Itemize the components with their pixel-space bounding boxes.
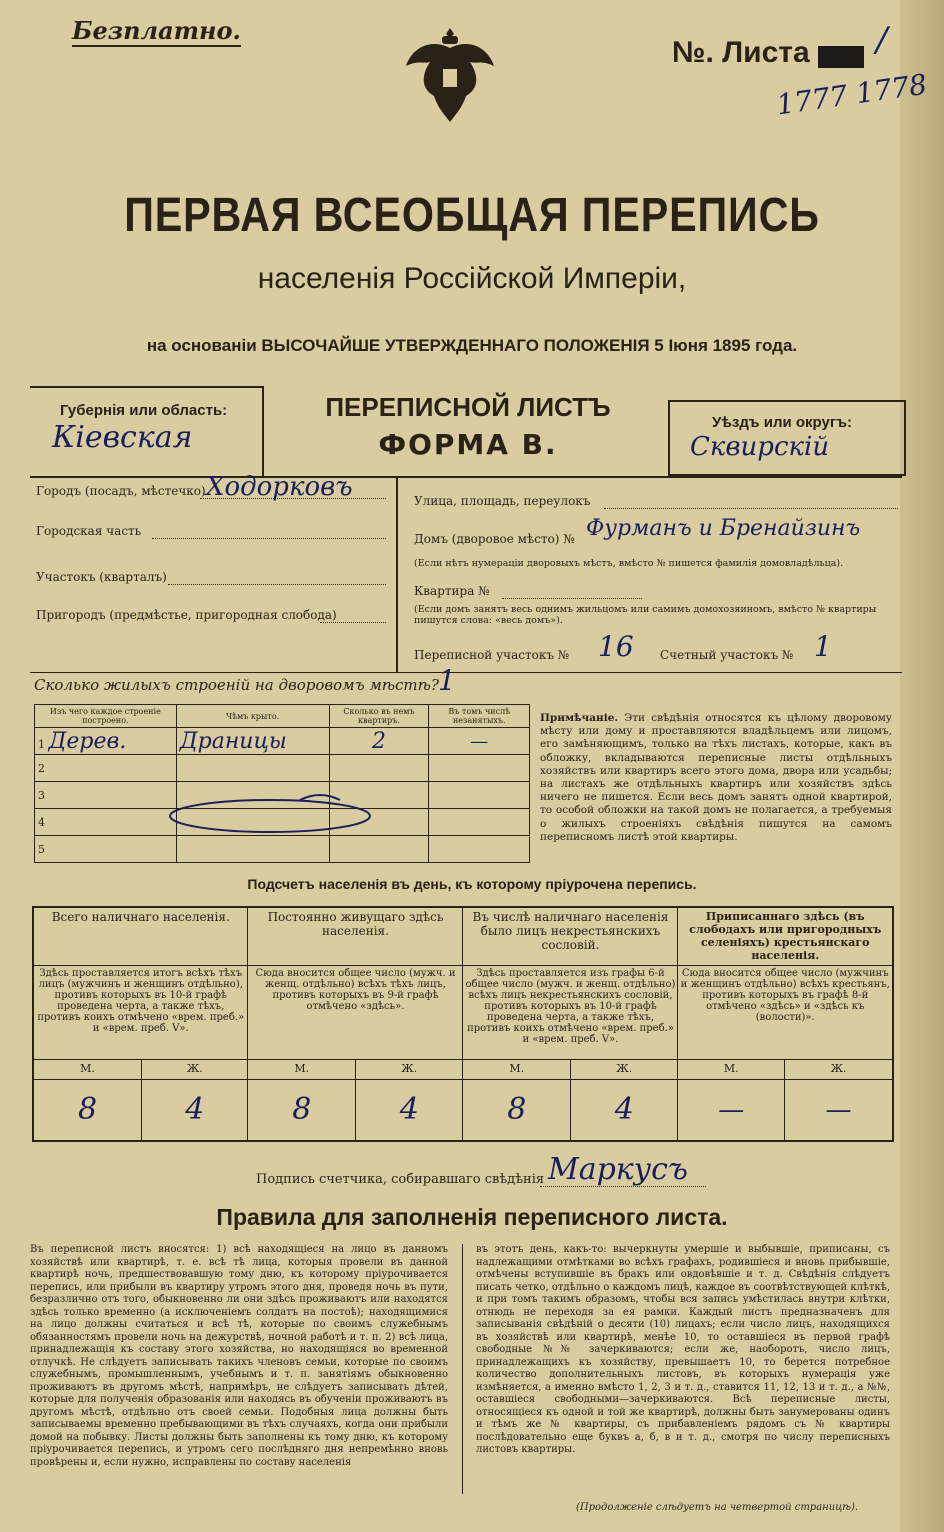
roof-cell: Драницы xyxy=(176,728,329,755)
population-table xyxy=(32,906,894,1142)
peasant-header: Приписаннаго здѣсь (въ слободахъ или пригородныхъ селеніяхъ) крестьянскаго населенія. xyxy=(678,907,893,965)
rules-title: Правила для заполненія переписного листа. xyxy=(216,1204,728,1230)
col-apts-header: Сколько въ немъ квартиръ. xyxy=(329,705,429,728)
redaction-mark xyxy=(818,46,864,68)
female-label: Ж. xyxy=(785,1059,893,1079)
rule xyxy=(30,476,902,478)
signature-label: Подпись счетчика, собиравшаго свѣдѣнія xyxy=(256,1172,545,1187)
row-number: 2 xyxy=(35,755,177,782)
buildings-question: Сколько жилыхъ строеній на дворовомъ мѣстѣ? xyxy=(34,676,439,694)
rule xyxy=(262,386,264,476)
city-value: Ходорковъ xyxy=(206,472,353,502)
signature-value: Маркусъ xyxy=(548,1152,688,1187)
page-title: ПЕРВАЯ ВСЕОБЩАЯ ПЕРЕПИСЬ xyxy=(124,189,820,242)
row-number: 5 xyxy=(35,836,177,863)
apt-field xyxy=(502,598,642,599)
male-label: М. xyxy=(463,1059,571,1079)
female-label: Ж. xyxy=(142,1059,248,1079)
city-label: Городъ (посадъ, мѣстечко) xyxy=(36,484,206,498)
uezd-value: Сквирскій xyxy=(690,432,830,462)
non-peasant-male-value: 8 xyxy=(463,1079,571,1141)
uezd-label: Уѣздъ или округъ: xyxy=(712,414,853,431)
non-peasant-header: Въ числѣ наличнаго населенія было лицъ некрестьянскихъ сословій. xyxy=(463,907,678,965)
ditto-scribble-mark xyxy=(150,780,380,840)
house-label: Домъ (дворовое мѣсто) № xyxy=(414,532,575,546)
total-population-desc: Здѣсь проставляется итогъ всѣхъ тѣхъ лицъ (мужчинъ и женщинъ отдѣльно), противъ которыхъ въ 10-й графѣ проведена черта, а также тѣхъ, противъ коихъ отмѣчено «врем. преб.» и «врем. преб. V». xyxy=(33,965,248,1059)
permanent-male-value: 8 xyxy=(248,1079,356,1141)
rule xyxy=(30,386,264,388)
male-label: М. xyxy=(248,1059,356,1079)
street-field xyxy=(604,508,898,509)
sheet-slash-mark: / xyxy=(876,20,888,60)
form-label: ФОРМА В. xyxy=(378,428,558,461)
total-female-value: 4 xyxy=(142,1079,248,1141)
permanent-population-desc: Сюда вносится общее число (мужч. и женщ. отдѣльно) всѣхъ тѣхъ лицъ, противъ которыхъ въ 9-й графѣ отмѣчено «здѣсь». xyxy=(248,965,463,1059)
total-population-header: Всего наличнаго населенія. xyxy=(33,907,248,965)
census-precinct-label: Переписной участокъ № xyxy=(414,648,570,662)
vacant-cell: — xyxy=(429,728,530,755)
apt-label: Квартира № xyxy=(414,584,490,598)
apt-note: (Если домъ занятъ весь однимъ жильцомъ или самимъ домохозяиномъ, вмѣсто № квартиры пишутся слова: «весь домъ»). xyxy=(414,604,877,626)
column-divider xyxy=(462,1244,463,1494)
precinct-label: Участокъ (кварталъ) xyxy=(36,570,167,584)
gubernia-value: Кіевская xyxy=(52,420,193,455)
rules-right-column: въ этотъ день, какъ-то: вычеркнуты умершіе и выбывшіе, приписаны, съ надлежащими отмѣтками во всѣхъ графахъ, родившіеся и вновь прибывшіе, отмѣчены вступившіе въ бракъ или овдовѣвшіе и т. д. Свѣдѣнія слѣдуетъ писать четко, отдѣльно о каждомъ лицѣ, каждое въ соотвѣтствующей клѣткѣ, и при томъ такимъ образомъ, чтобы вся запись умѣстилась внутри клѣтки, отнюдь не переходя за ея рамки. Каждый листъ предназначенъ для записыванія свѣдѣній о десяти (10) лицахъ; если число лицъ, находящихся въ хозяйствѣ или квартирѣ, менѣе 10, то оставшіеся въ первой графѣ свободные №№ зачеркиваются; если же, наоборотъ, число лицъ, принадлежащихъ къ хозяйству, превышаетъ 10, то берется потребное количество дополнительныхъ листовъ, въ которыхъ нумерація уже измѣняется, а именно вмѣсто 1, 2, 3 и т. д., ставится 11, 12, 13 и т. д., а №№, оставшіеся свободными—зачеркиваются. Всѣ переписные листы, относящіеся къ одной и той же квартирѣ, должны быть занумерованы одинъ и тѣмъ же № квартиры, съ прибавленіемъ рядомъ съ № квартиры послѣдовательно еще буквъ а, б, в и т. д., смотря по числу переписныхъ листовъ квартиры. xyxy=(476,1244,890,1455)
rule xyxy=(396,476,398,672)
buildings-note xyxy=(540,712,892,844)
col-material-header: Изъ чего каждое строеніе построено. xyxy=(35,705,177,728)
rules-left-column: Въ переписной листъ вносятся: 1) всѣ находящіеся на лицо въ данномъ хозяйствѣ или квартирѣ, т. е. всѣ тѣ лица, которыя провели въ данной квартирѣ ночь, предшествовавшую тому дню, къ которому пріурочивается перепись, или прибыли въ квартиру утромъ этого дня, проведя ночь въ пути, безразлично отъ того, обыкновенно ли они здѣсь проживаютъ или находятся здѣсь только временно (а исключеніемъ солдатъ на постоѣ); находящимися на лицо должны считаться и всѣ тѣ, которые по своимъ служебнымъ обязанностямъ провели ночь на дежурствѣ, ночной работѣ и т. п. 2) всѣ лица, принадлежащія къ составу этого хозяйства, но находящіяся во временной отлучкѣ. Не слѣдуетъ записывать такихъ членовъ семьи, которые по своимъ служебнымъ, промышленнымъ, учебнымъ и т. п. занятіямъ обыкновенно проживаютъ въ другомъ мѣстѣ, напримѣръ, не слѣдуетъ записывать дѣтей, которые для полученія образованія или находясь въ обученіи проживаютъ въ другомъ мѣстѣ, отдѣльно отъ своей семьи. Подобныя лица должны быть записываемы временно пребывающими въ тѣхъ случаяхъ, когда они прибыли домой на побывку. Листы должны быть заполнены къ тому дню, къ которому пріурочивается перепись, и утромъ сего послѣдняго дня непремѣнно вновь провѣрены и, если нужно, исправлены по составу населенія xyxy=(30,1244,448,1468)
apts-cell: 2 xyxy=(329,728,429,755)
female-label: Ж. xyxy=(570,1059,678,1079)
table-row xyxy=(35,755,530,782)
sheet-number-label: №. Листа xyxy=(672,36,810,69)
non-peasant-desc: Здѣсь проставляется изъ графы 6-й общее число (мужч. и женщ. отдѣльно) всѣхъ лицъ некрестьянскихъ сословій, противъ которыхъ въ 10-й графѣ проведена черта, а также тѣхъ, противъ коихъ отмѣчено «врем. преб.» и «врем. преб. V». xyxy=(463,965,678,1059)
non-peasant-female-value: 4 xyxy=(570,1079,678,1141)
total-male-value: 8 xyxy=(33,1079,142,1141)
form-title: ПЕРЕПИСНОЙ ЛИСТЪ xyxy=(325,392,611,422)
suburb-label: Пригородъ (предмѣстье, пригородная слобода) xyxy=(36,608,337,622)
district-field xyxy=(152,538,386,539)
census-precinct-value: 16 xyxy=(598,630,634,663)
free-label: Безплатно. xyxy=(72,16,241,45)
peasant-female-value: — xyxy=(785,1079,893,1141)
col-vacant-header: Въ томъ числѣ незанятыхъ. xyxy=(429,705,530,728)
female-label: Ж. xyxy=(355,1059,463,1079)
page-subtitle: населенія Россійской Имперіи, xyxy=(257,262,687,295)
table-row xyxy=(35,728,530,755)
double-headed-eagle-icon xyxy=(400,18,500,130)
row-number: 4 xyxy=(35,809,177,836)
count-precinct-label: Счетный участокъ № xyxy=(660,648,794,662)
peasant-male-value: — xyxy=(678,1079,785,1141)
col-roof-header: Чѣмъ крыто. xyxy=(176,705,329,728)
buildings-answer: 1 xyxy=(438,664,456,697)
suburb-field xyxy=(320,622,386,623)
district-label: Городская часть xyxy=(36,524,142,538)
count-precinct-value: 1 xyxy=(814,630,832,663)
peasant-desc: Сюда вносится общее число (мужчинъ и женщинъ отдѣльно) всѣхъ крестьянъ, противъ которыхъ въ графѣ 8-й отмѣчено «здѣсь» и «здѣсь къ (волости)». xyxy=(678,965,893,1059)
house-note: (Если нѣтъ нумераціи дворовыхъ мѣстъ, вмѣсто № пишется фамилія домовладѣльца). xyxy=(414,558,844,569)
row-number: 3 xyxy=(35,782,177,809)
precinct-field xyxy=(168,584,386,585)
permanent-female-value: 4 xyxy=(355,1079,463,1141)
row-number: 1 xyxy=(38,737,45,751)
rule xyxy=(30,672,902,673)
note-text: Эти свѣдѣнія относятся къ цѣлому дворовому мѣсту или дому и проставляются владѣльцемъ или лицомъ, его замѣняющимъ, только на тѣхъ листахъ, которые, какъ въ обложку, вкладываются переписные листы отдѣльныхъ хозяйствъ или квартиръ всего этого дома, двора или усадьбы; на листахъ же отдѣльныхъ квартиръ или хозяйствъ здѣсь ничего не пишется. Если весь домъ занятъ одной квартирой, то особой обложки на такой домъ не полагается, а требуемыя о жилыхъ строеніяхъ свѣдѣнія пишутся на самомъ переписномъ листѣ этой квартиры. xyxy=(540,712,892,843)
note-title: Примѣчаніе. xyxy=(540,712,619,724)
continued-note: (Продолженіе слѣдуетъ на четвертой страницѣ). xyxy=(576,1502,859,1513)
page-edge xyxy=(900,0,944,1532)
legal-basis: на основаніи ВЫСОЧАЙШЕ УТВЕРЖДЕННАГО ПОЛОЖЕНІЯ 5 Іюня 1895 года. xyxy=(146,336,798,355)
male-label: М. xyxy=(33,1059,142,1079)
male-label: М. xyxy=(678,1059,785,1079)
gubernia-label: Губернія или область: xyxy=(60,402,228,419)
population-title: Подсчетъ населенія въ день, къ которому пріурочена перепись. xyxy=(247,876,697,892)
permanent-population-header: Постоянно живущаго здѣсь населенія. xyxy=(248,907,463,965)
street-label: Улица, площадь, переулокъ xyxy=(414,494,591,508)
material-cell: Дерев. xyxy=(48,728,127,754)
house-value: Фурманъ и Бренайзинъ xyxy=(586,516,861,541)
sheet-number-handwritten: 1777 1778 xyxy=(774,67,929,122)
